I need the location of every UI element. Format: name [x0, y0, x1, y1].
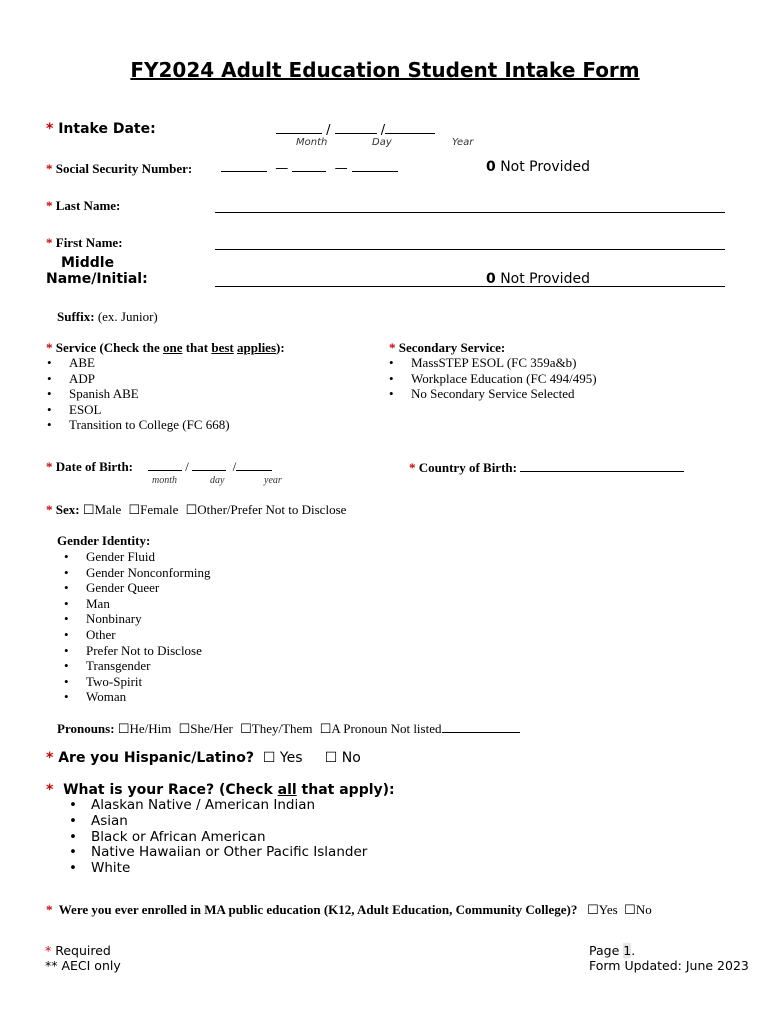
pronoun-not-listed-blank[interactable] — [442, 720, 520, 733]
suffix-field — [57, 309, 158, 325]
hispanic-yes-label: Yes — [279, 750, 303, 766]
dob-label — [46, 459, 133, 475]
form-updated: Form Updated: June 2023 — [589, 958, 749, 973]
ssn-label — [46, 161, 192, 177]
sex-option-label: Female — [140, 502, 179, 517]
dob-month-hint: month — [152, 475, 177, 486]
last-name-label-text: Last Name: — [55, 198, 121, 213]
service-label-best: best — [211, 340, 234, 355]
ssn-part1-blank[interactable] — [221, 159, 267, 172]
middle-not-provided-label: Not Provided — [500, 271, 590, 287]
dob-year-hint: year — [264, 475, 282, 486]
sex-option-label: Male — [94, 502, 122, 517]
required-marker: * — [46, 750, 54, 766]
race-option[interactable]: • Native Hawaiian or Other Pacific Islander — [69, 845, 367, 861]
hispanic-field — [46, 750, 361, 766]
ssn-part3-blank[interactable] — [352, 159, 398, 172]
middle-name-input-line[interactable] — [215, 286, 725, 287]
pronouns-label: Pronouns: — [57, 721, 115, 736]
first-name-label — [46, 235, 123, 251]
ma-public-ed-no-label: No — [635, 902, 652, 917]
dob-month-blank[interactable] — [148, 458, 182, 471]
ma-public-ed-no[interactable] — [624, 902, 652, 917]
middle-name-label-line2: Name/Initial: — [46, 271, 148, 287]
required-marker: * — [46, 340, 53, 355]
race-option[interactable]: • Black or African American — [69, 830, 367, 846]
service-option[interactable]: • Transition to College (FC 668) — [47, 417, 230, 433]
sex-field — [46, 502, 350, 518]
checkbox-icon[interactable]: ☐ — [82, 502, 95, 517]
gender-identity-option[interactable]: • Transgender — [64, 658, 211, 674]
gender-identity-options — [64, 549, 211, 705]
intake-month-hint: Month — [296, 137, 328, 148]
required-legend — [45, 943, 111, 958]
first-name-input-line[interactable] — [215, 249, 725, 250]
page-label: Page — [589, 943, 620, 958]
intake-year-blank[interactable] — [385, 121, 435, 134]
pronoun-option-he[interactable] — [118, 721, 172, 736]
race-label-suffix: that apply): — [296, 782, 395, 798]
required-marker: * — [46, 459, 53, 474]
gender-identity-option[interactable]: • Other — [64, 627, 211, 643]
pronoun-option-label: She/Her — [190, 721, 233, 736]
checkbox-icon[interactable]: ☐ — [240, 721, 252, 736]
form-title: FY2024 Adult Education Student Intake Form — [130, 58, 640, 82]
race-label-prefix: What is your Race? (Check — [63, 782, 278, 798]
gender-identity-option[interactable]: • Gender Fluid — [64, 549, 211, 565]
sex-option-male[interactable] — [83, 502, 121, 517]
ma-public-ed-yes[interactable] — [587, 902, 618, 917]
suffix-hint: (ex. Junior) — [97, 309, 158, 324]
required-marker: * — [46, 161, 53, 176]
middle-name-not-provided[interactable] — [486, 271, 590, 287]
gender-identity-option[interactable]: • Nonbinary — [64, 611, 211, 627]
intake-date-label-text: Intake Date: — [58, 121, 156, 137]
last-name-input-line[interactable] — [215, 212, 725, 213]
checkbox-icon[interactable]: ☐ — [262, 750, 276, 766]
intake-date-field[interactable]: / / — [276, 121, 435, 138]
service-option[interactable]: • ABE — [47, 355, 230, 371]
race-option[interactable]: • Alaskan Native / American Indian — [69, 798, 367, 814]
gender-identity-option[interactable]: • Gender Nonconforming — [64, 565, 211, 581]
required-marker: * — [46, 782, 54, 798]
hispanic-no-label: No — [341, 750, 361, 766]
gender-identity-option[interactable]: • Gender Queer — [64, 580, 211, 596]
required-marker: * — [46, 121, 54, 137]
intake-month-blank[interactable] — [276, 121, 322, 134]
dob-label-text: Date of Birth: — [55, 459, 134, 474]
service-label — [46, 340, 285, 356]
gender-identity-option[interactable]: • Woman — [64, 689, 211, 705]
required-marker: * — [46, 902, 53, 917]
middle-name-label-line1: Middle — [61, 255, 115, 271]
checkbox-icon[interactable]: ☐ — [319, 721, 332, 736]
ssn-label-text: Social Security Number: — [55, 161, 193, 176]
suffix-label: Suffix: — [57, 309, 95, 324]
ma-public-ed-yes-label: Yes — [598, 902, 618, 917]
intake-year-hint: Year — [452, 137, 474, 148]
pronouns-field — [57, 720, 520, 737]
intake-day-hint: Day — [372, 137, 392, 148]
pronoun-option-label: They/Them — [251, 721, 313, 736]
intake-day-blank[interactable] — [335, 121, 377, 134]
last-name-label — [46, 198, 120, 214]
pronoun-option-not-listed[interactable] — [320, 721, 520, 736]
checkbox-icon[interactable]: ☐ — [587, 902, 599, 917]
country-of-birth-label-text: Country of Birth: — [418, 460, 517, 475]
page-number: 1 — [623, 943, 632, 958]
required-marker: * — [389, 340, 396, 355]
service-option[interactable]: • ADP — [47, 371, 230, 387]
race-option[interactable]: • Asian — [69, 814, 367, 830]
required-marker: * — [45, 943, 52, 958]
ssn-not-provided[interactable] — [486, 159, 590, 175]
checkbox-icon[interactable]: ☐ — [185, 502, 198, 517]
page-indicator — [589, 943, 635, 958]
service-option[interactable]: • Spanish ABE — [47, 386, 230, 402]
required-marker: * — [46, 502, 53, 517]
dob-day-blank[interactable] — [192, 458, 226, 471]
secondary-service-option[interactable]: • MassSTEP ESOL (FC 359a&b) — [389, 355, 597, 371]
page-dot: . — [631, 943, 636, 958]
sex-option-female[interactable] — [128, 502, 178, 517]
gender-identity-option[interactable]: • Two-Spirit — [64, 674, 211, 690]
service-options — [47, 355, 230, 433]
required-legend-text: Required — [55, 943, 111, 958]
country-of-birth-label — [409, 459, 684, 476]
pronoun-option-label: He/Him — [129, 721, 172, 736]
service-label-prefix: Service (Check the — [55, 340, 163, 355]
dob-day-hint: day — [210, 475, 225, 486]
gender-identity-option[interactable]: • Prefer Not to Disclose — [64, 643, 211, 659]
service-label-one: one — [162, 340, 183, 355]
required-marker: * — [409, 460, 416, 475]
secondary-service-label — [389, 340, 505, 356]
ma-public-ed-label: Were you ever enrolled in MA public education (K12, Adult Education, Community College)? — [58, 902, 578, 917]
hispanic-no[interactable] — [325, 750, 361, 766]
dob-year-blank[interactable] — [236, 458, 272, 471]
ma-public-ed-field — [46, 902, 652, 918]
sex-option-other[interactable] — [186, 502, 347, 517]
sex-label: Sex: — [55, 502, 80, 517]
aeci-legend: ** AECI only — [45, 958, 121, 973]
first-name-label-text: First Name: — [55, 235, 123, 250]
service-label-applies: applies — [237, 340, 277, 355]
middle-not-provided-value: 0 — [486, 271, 496, 287]
ssn-field[interactable]: — — — [221, 159, 398, 176]
pronoun-option-she[interactable] — [179, 721, 233, 736]
service-option[interactable]: • ESOL — [47, 402, 230, 418]
checkbox-icon[interactable]: ☐ — [117, 721, 130, 736]
pronoun-option-they[interactable] — [240, 721, 312, 736]
secondary-service-option[interactable]: • Workplace Education (FC 494/495) — [389, 371, 597, 387]
race-label — [46, 782, 395, 798]
ssn-part2-blank[interactable] — [292, 159, 326, 172]
sex-option-label: Other/Prefer Not to Disclose — [197, 502, 347, 517]
service-label-suffix: ): — [276, 340, 285, 355]
race-label-all: all — [277, 782, 297, 798]
secondary-service-label-text: Secondary Service: — [398, 340, 506, 355]
race-option[interactable]: • White — [69, 861, 367, 877]
required-marker: * — [46, 235, 53, 250]
secondary-service-option[interactable]: • No Secondary Service Selected — [389, 386, 597, 402]
gender-identity-label: Gender Identity: — [57, 533, 151, 548]
checkbox-icon[interactable]: ☐ — [624, 902, 636, 917]
checkbox-icon[interactable]: ☐ — [178, 721, 191, 736]
service-label-mid: that — [182, 340, 212, 355]
gender-identity-option[interactable]: • Man — [64, 596, 211, 612]
checkbox-icon[interactable]: ☐ — [128, 502, 141, 517]
pronoun-option-label: A Pronoun Not listed — [331, 721, 442, 736]
hispanic-label: Are you Hispanic/Latino? — [58, 750, 254, 766]
intake-date-label — [46, 121, 156, 137]
race-options — [69, 798, 367, 877]
hispanic-yes[interactable] — [263, 750, 303, 766]
country-of-birth-blank[interactable] — [520, 459, 684, 472]
secondary-service-options — [389, 355, 597, 402]
dob-field[interactable]: / / — [148, 458, 272, 475]
ssn-not-provided-value: 0 — [486, 159, 496, 175]
ssn-not-provided-label: Not Provided — [500, 159, 590, 175]
required-marker: * — [46, 198, 53, 213]
checkbox-icon[interactable]: ☐ — [324, 750, 338, 766]
